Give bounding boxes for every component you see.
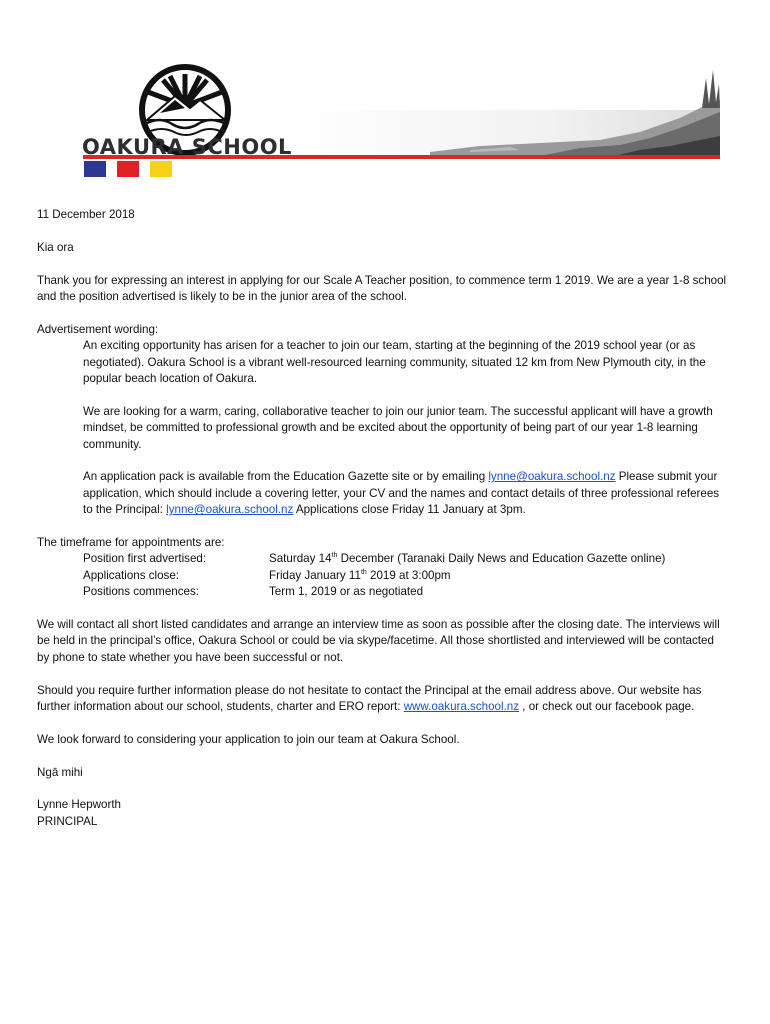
signer-name: Lynne Hepworth [37, 798, 121, 812]
info-text-b: , or check out our facebook page. [519, 700, 695, 714]
blue-square [84, 161, 106, 177]
timeframe-label: Position first advertised: [83, 552, 207, 566]
intro-paragraph: Thank you for expressing an interest in applying for our Scale A Teacher position, to commence term 1 2019. We are a year 1-8 school and the position advertised is likely to be in the junior area of the school. [37, 273, 727, 303]
ad-paragraph-3 [83, 469, 727, 518]
red-square [117, 161, 139, 177]
letterhead-graphic [0, 0, 770, 200]
ad-p3-text-a: An application pack is available from the Education Gazette site or by emailing [83, 470, 489, 484]
timeframe-row [83, 568, 727, 584]
letterhead [0, 0, 770, 200]
timeframe-value: Term 1, 2019 or as negotiated [269, 585, 424, 599]
ad-paragraph-2: We are looking for a warm, caring, collaborative teacher to join our junior team. The successful applicant will have a growth mindset, be committed to professional growth and be excited about the opportunity of being part of our year 1-8 learning community. [83, 404, 713, 451]
email-link-principal[interactable]: lynne@oakura.school.nz [166, 503, 294, 517]
coastline-photo [290, 70, 720, 157]
yellow-square [150, 161, 172, 177]
letter-body [37, 207, 727, 830]
ad-p3-text-b: Please submit your application, which should include a covering letter, your CV and the names and contact details of three professional referees to the Principal: [83, 470, 720, 517]
website-link[interactable]: www.oakura.school.nz [403, 700, 520, 714]
timeframe-row [83, 551, 727, 567]
greeting: Kia ora [37, 240, 74, 254]
letter-date: 11 December 2018 [37, 208, 135, 221]
sign-off: Ngā mihi [37, 765, 83, 779]
timeframe-row [83, 584, 727, 600]
email-link[interactable]: lynne@oakura.school.nz [488, 470, 616, 484]
timeframe-value: Saturday 14th December (Taranaki Daily News and Education Gazette online) [269, 552, 666, 566]
ad-p3-text-c: Applications close Friday 11 January at 3pm. [293, 503, 526, 517]
timeframe-list [83, 551, 727, 600]
info-paragraph [37, 683, 727, 716]
timeframe-label: Positions commences: [83, 585, 199, 599]
closing-line: We look forward to considering your application to join our team at Oakura School. [37, 732, 460, 746]
ad-paragraph-1: An exciting opportunity has arisen for a teacher to join our team, starting at the beginning of the 2019 school year (or as negotiated). Oakura School is a vibrant well-resourced learning community, situated 12 km from New Plymouth city, in the popular beach location of Oakura. [83, 339, 706, 386]
ad-heading: Advertisement wording: [37, 322, 159, 336]
timeframe-label: Applications close: [83, 568, 180, 582]
school-name: OAKURA SCHOOL [82, 135, 292, 159]
signer-title: PRINCIPAL [37, 814, 98, 828]
timeframe-heading: The timeframe for appointments are: [37, 536, 225, 550]
timeframe-value: Friday January 11th 2019 at 3:00pm [269, 568, 451, 582]
info-text-a: Should you require further information please do not hesitate to contact the Principal at the email address above. Our website has further information about our school, students, charter and ERO report: [37, 683, 702, 714]
ad-wording [83, 338, 727, 518]
contact-paragraph: We will contact all short listed candidates and arrange an interview time as soon as possible after the closing date. The interviews will be held in the principal’s office, Oakura School or could be via skype/facetime. All those shortlisted and interviewed will be contacted by phone to state whether you have been successful or not. [37, 618, 720, 664]
